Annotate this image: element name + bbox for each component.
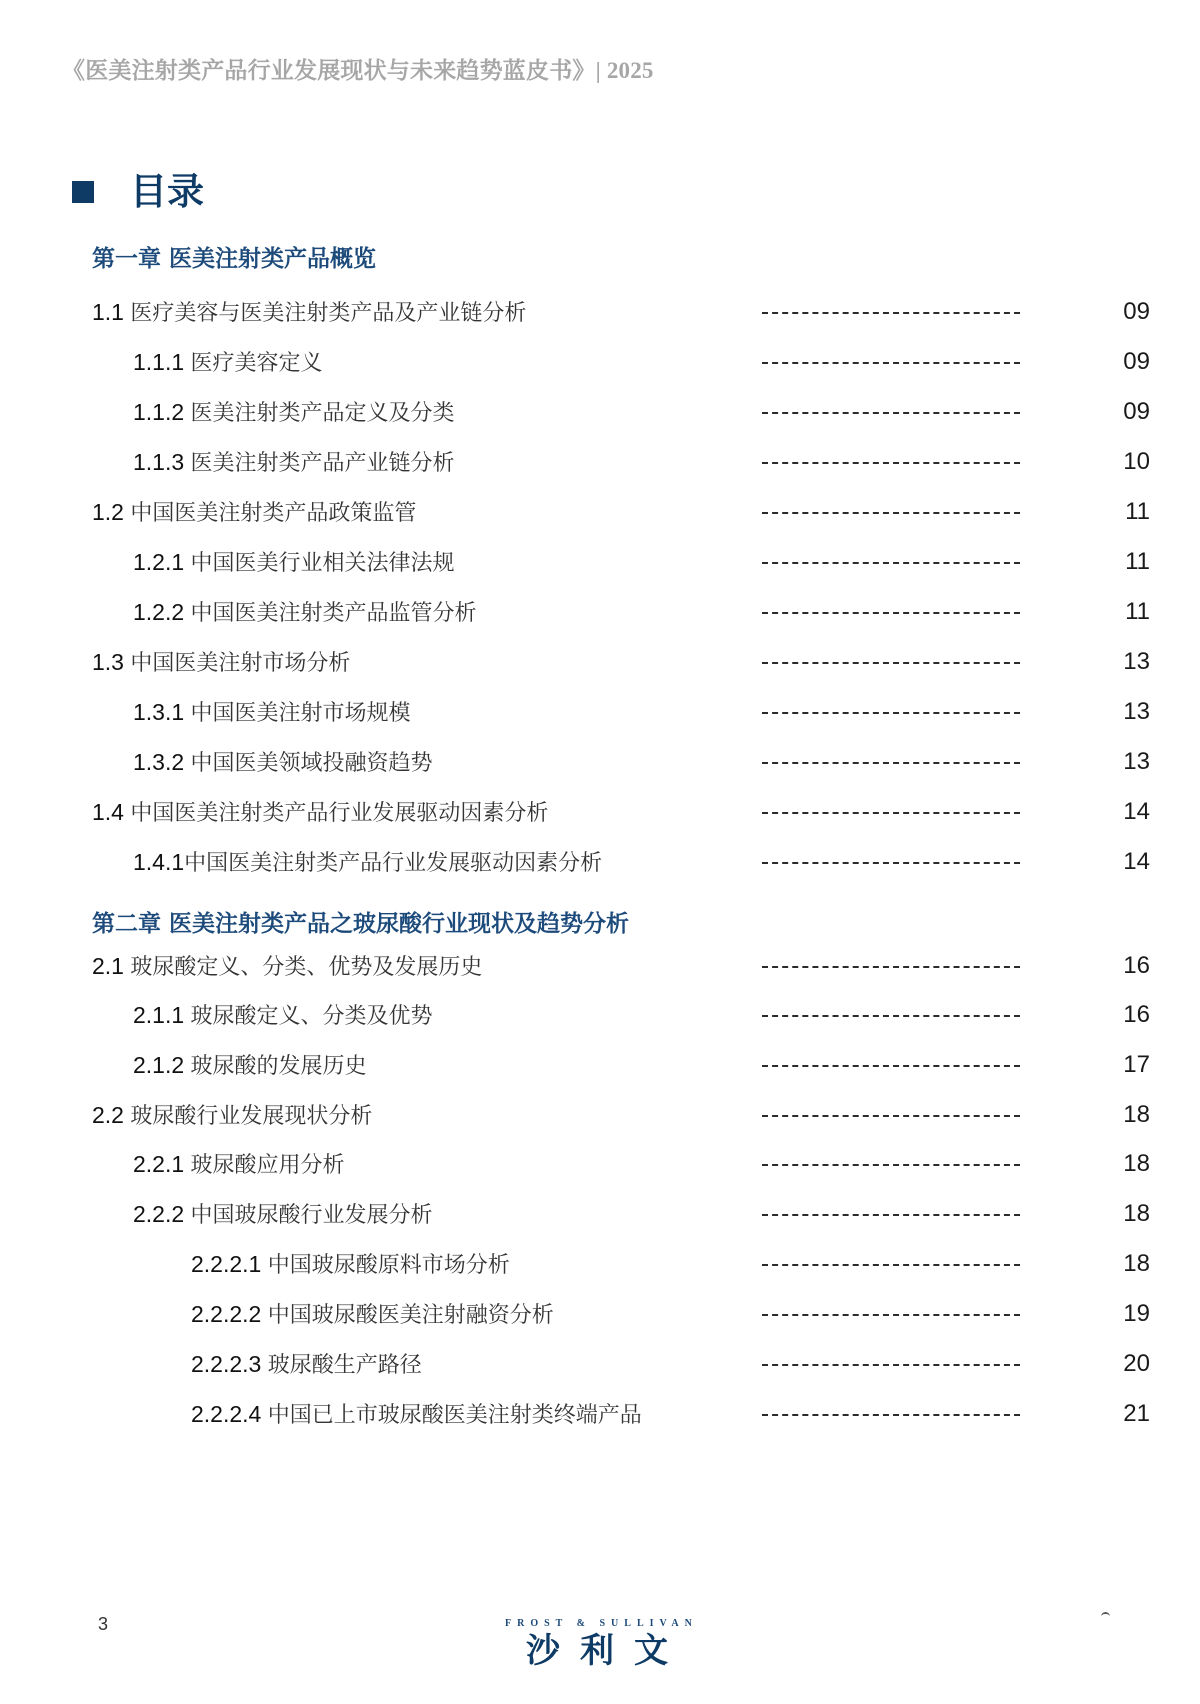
toc-entry[interactable] — [0, 446, 1200, 478]
toc-entry[interactable] — [0, 496, 1200, 528]
section-number: 1.3.1 — [133, 699, 185, 725]
dotted-leader — [762, 812, 1020, 814]
toc-entry[interactable] — [0, 646, 1200, 678]
page-ref: 18 — [1123, 1200, 1150, 1227]
section-title: 中国玻尿酸医美注射融资分析 — [267, 1303, 554, 1328]
dotted-leader — [762, 1115, 1020, 1117]
section-title: 中国医美注射市场规模 — [190, 701, 411, 726]
page-ref: 19 — [1123, 1300, 1150, 1327]
section-title: 医美注射类产品定义及分类 — [190, 401, 455, 426]
page-ref: 14 — [1123, 848, 1150, 875]
dotted-leader — [762, 462, 1020, 464]
page-ref: 09 — [1123, 348, 1150, 375]
section-title: 中国医美注射类产品政策监管 — [130, 501, 417, 526]
section-number: 2.2.2.3 — [191, 1351, 262, 1377]
section-number: 1.3 — [92, 649, 124, 675]
page-number: 3 — [98, 1614, 109, 1634]
toc-title: 目录 — [130, 170, 204, 213]
section-title: 医疗美容与医美注射类产品及产业链分析 — [130, 301, 527, 326]
section-title: 玻尿酸生产路径 — [267, 1353, 422, 1378]
frost-sullivan-logo — [505, 1618, 698, 1671]
section-title: 中国玻尿酸原料市场分析 — [267, 1253, 510, 1278]
toc-entry[interactable] — [0, 1298, 1200, 1330]
toc-heading — [72, 170, 204, 214]
toc-entry[interactable] — [0, 1148, 1200, 1180]
section-title: 医美注射类产品产业链分析 — [190, 451, 455, 476]
section-number: 1.3.2 — [133, 749, 185, 775]
dotted-leader — [762, 512, 1020, 514]
toc-entry[interactable] — [0, 346, 1200, 378]
page-ref: 10 — [1123, 448, 1150, 475]
section-number: 1.2 — [92, 499, 124, 525]
page-ref: 11 — [1125, 548, 1150, 575]
page-ref: 13 — [1123, 698, 1150, 725]
toc-entry[interactable] — [0, 1198, 1200, 1230]
page-ref: 11 — [1125, 598, 1150, 625]
toc-entry[interactable] — [0, 396, 1200, 428]
dotted-leader — [762, 1314, 1020, 1316]
section-title: 中国医美注射类产品行业发展驱动因素分析 — [130, 801, 549, 826]
toc-entry[interactable] — [0, 796, 1200, 828]
page-ref: 18 — [1123, 1101, 1150, 1128]
section-title: 玻尿酸的发展历史 — [190, 1054, 367, 1079]
section-number: 1.1.1 — [133, 349, 185, 375]
section-title: 中国玻尿酸行业发展分析 — [190, 1203, 433, 1228]
corner-mark-icon — [1101, 1612, 1110, 1618]
toc-entry[interactable] — [0, 696, 1200, 728]
page-ref: 18 — [1123, 1150, 1150, 1177]
page-ref: 16 — [1123, 952, 1150, 979]
logo-chinese: 沙利文 — [526, 1631, 688, 1671]
section-number: 1.2.2 — [133, 599, 185, 625]
section-title: 玻尿酸定义、分类、优势及发展历史 — [130, 955, 483, 980]
dotted-leader — [762, 862, 1020, 864]
section-number: 2.1.2 — [133, 1052, 185, 1078]
dotted-leader — [762, 1364, 1020, 1366]
dotted-leader — [762, 362, 1020, 364]
dotted-leader — [762, 412, 1020, 414]
section-title: 中国医美注射类产品监管分析 — [190, 601, 477, 626]
page-ref: 11 — [1125, 498, 1150, 525]
dotted-leader — [762, 312, 1020, 314]
section-title: 玻尿酸应用分析 — [190, 1153, 345, 1178]
section-number: 2.1.1 — [133, 1002, 185, 1028]
chapter-heading-2[interactable]: 第二章 医美注射类产品之玻尿酸行业现状及趋势分析 — [92, 910, 630, 937]
dotted-leader — [762, 966, 1020, 968]
section-title: 中国医美领域投融资趋势 — [190, 751, 433, 776]
section-title: 玻尿酸行业发展现状分析 — [130, 1104, 373, 1129]
logo-english: FROST & SULLIVAN — [505, 1618, 698, 1629]
section-title: 中国医美注射市场分析 — [130, 651, 351, 676]
toc-entry[interactable] — [0, 596, 1200, 628]
toc-entry[interactable] — [0, 999, 1200, 1031]
section-number: 2.2 — [92, 1102, 124, 1128]
section-number: 1.4.1 — [133, 849, 185, 875]
section-title: 中国已上市玻尿酸医美注射类终端产品 — [267, 1403, 642, 1428]
page-ref: 16 — [1123, 1001, 1150, 1028]
dotted-leader — [762, 1214, 1020, 1216]
dotted-leader — [762, 1015, 1020, 1017]
page-ref: 14 — [1123, 798, 1150, 825]
toc-entry[interactable] — [0, 746, 1200, 778]
section-number: 2.2.2.2 — [191, 1301, 262, 1327]
section-number: 2.1 — [92, 953, 124, 979]
page-ref: 18 — [1123, 1250, 1150, 1277]
page-ref: 17 — [1123, 1051, 1150, 1078]
dotted-leader — [762, 1164, 1020, 1166]
dotted-leader — [762, 612, 1020, 614]
toc-entry[interactable] — [0, 546, 1200, 578]
dotted-leader — [762, 1264, 1020, 1266]
toc-entry[interactable] — [0, 1398, 1200, 1430]
section-number: 2.2.2.1 — [191, 1251, 262, 1277]
toc-entry[interactable] — [0, 1049, 1200, 1081]
dotted-leader — [762, 562, 1020, 564]
section-title: 医疗美容定义 — [190, 351, 323, 376]
section-number: 2.2.1 — [133, 1151, 185, 1177]
dotted-leader — [762, 1065, 1020, 1067]
dotted-leader — [762, 712, 1020, 714]
page-ref: 13 — [1123, 648, 1150, 675]
toc-entry[interactable] — [0, 846, 1200, 878]
chapter-heading-1[interactable]: 第一章 医美注射类产品概览 — [92, 245, 377, 272]
toc-entry[interactable] — [0, 296, 1200, 328]
page-ref: 21 — [1123, 1400, 1150, 1427]
toc-entry[interactable] — [0, 1248, 1200, 1280]
section-number: 1.4 — [92, 799, 124, 825]
section-number: 2.2.2.4 — [191, 1401, 262, 1427]
section-number: 1.1.2 — [133, 399, 185, 425]
dotted-leader — [762, 662, 1020, 664]
section-number: 2.2.2 — [133, 1201, 185, 1227]
running-header: 《医美注射类产品行业发展现状与未来趋势蓝皮书》| 2025 — [62, 58, 654, 83]
section-number: 1.1 — [92, 299, 124, 325]
section-title: 中国医美注射类产品行业发展驱动因素分析 — [184, 851, 603, 876]
section-number: 1.1.3 — [133, 449, 185, 475]
section-number: 1.2.1 — [133, 549, 185, 575]
page-ref: 13 — [1123, 748, 1150, 775]
toc-entry[interactable] — [0, 1348, 1200, 1380]
toc-entry[interactable] — [0, 1099, 1200, 1131]
toc-entry[interactable] — [0, 950, 1200, 982]
square-bullet-icon — [72, 181, 94, 203]
section-title: 玻尿酸定义、分类及优势 — [190, 1004, 433, 1029]
section-title: 中国医美行业相关法律法规 — [190, 551, 455, 576]
page-ref: 20 — [1123, 1350, 1150, 1377]
page-ref: 09 — [1123, 398, 1150, 425]
dotted-leader — [762, 762, 1020, 764]
dotted-leader — [762, 1414, 1020, 1416]
page-ref: 09 — [1123, 298, 1150, 325]
